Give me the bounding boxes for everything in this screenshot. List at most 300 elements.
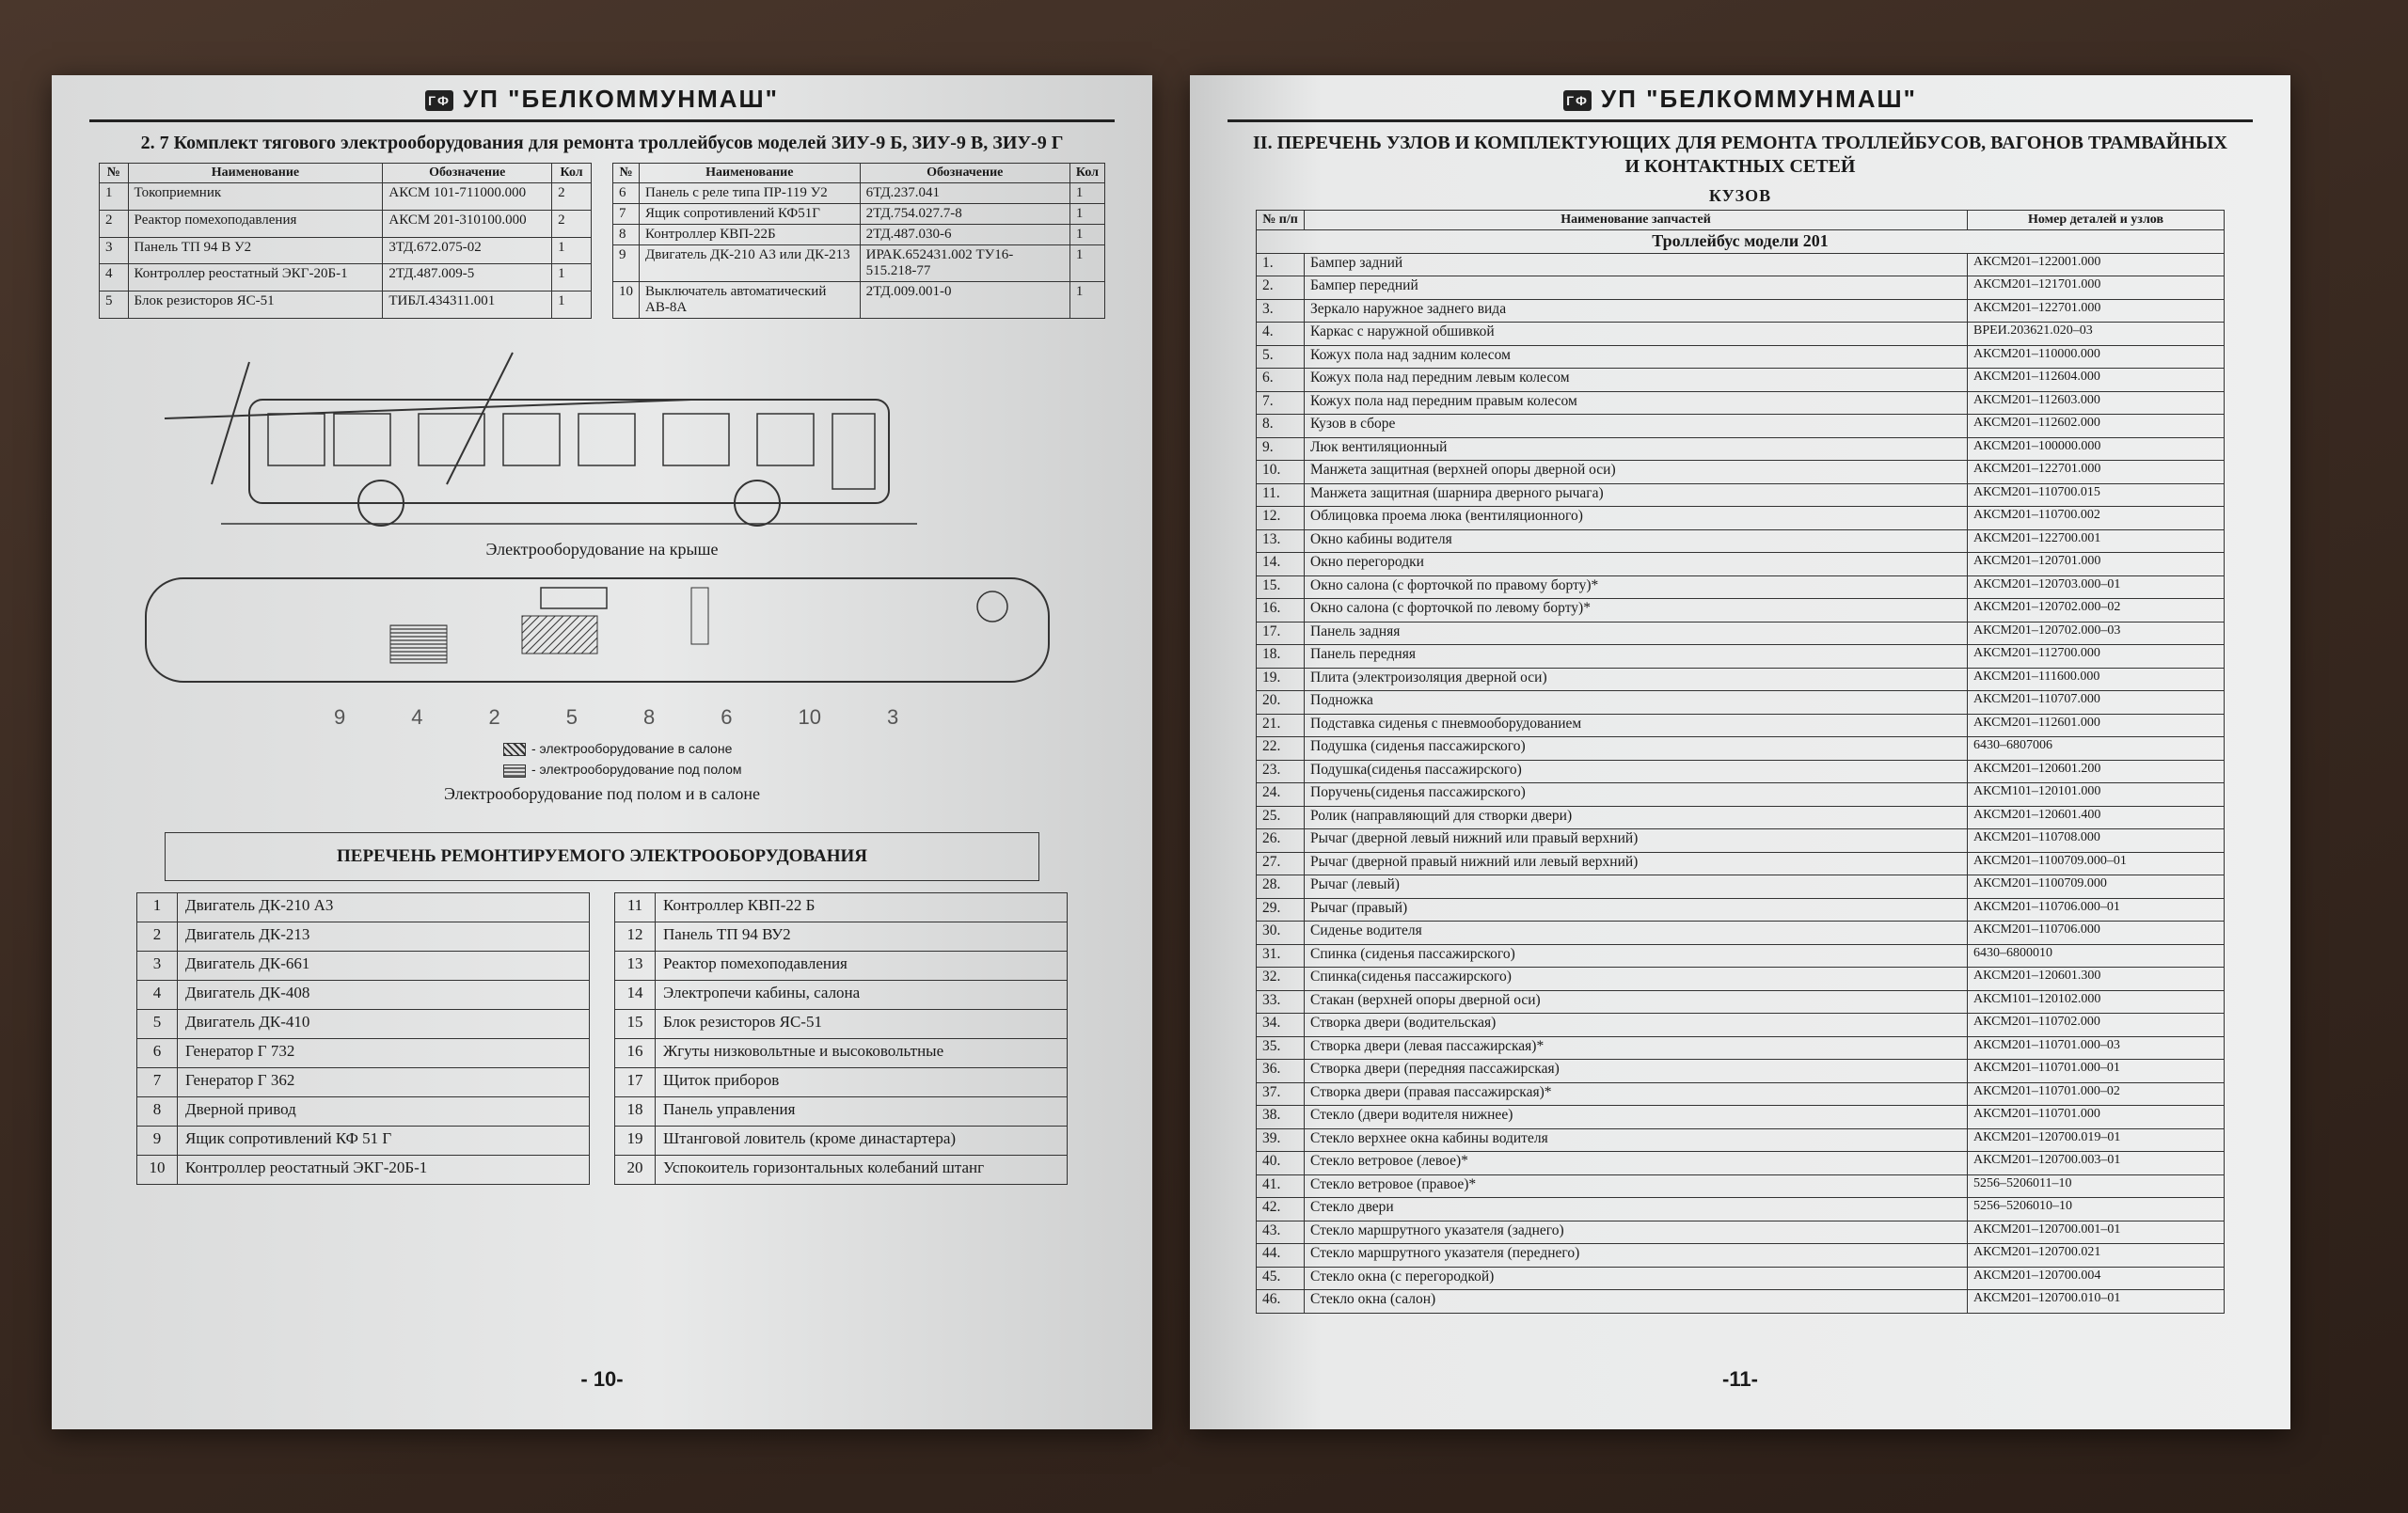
legend-underfloor: - электрооборудование под полом [531, 762, 742, 778]
part-num: 22. [1257, 737, 1305, 761]
table-row [1257, 691, 2225, 715]
part-code: АКСМ201–112700.000 [1968, 645, 2225, 669]
repair-num: 18 [615, 1096, 656, 1126]
plan-number: 9 [334, 705, 346, 729]
legend-interior: - электрооборудование в салоне [531, 741, 733, 756]
part-name: Стакан (верхней опоры дверной оси) [1305, 990, 1968, 1014]
part-code: АКСМ201–110701.000–02 [1968, 1082, 2225, 1106]
table-row [1257, 1082, 2225, 1106]
part-name: Окно перегородки [1305, 553, 1968, 576]
part-code: АКСМ201–120700.021 [1968, 1244, 2225, 1268]
kit-code: АКСМ 201-310100.000 [383, 210, 552, 237]
repair-item: Реактор помехоподавления [656, 951, 1068, 980]
table-row [1257, 507, 2225, 530]
repair-num: 9 [137, 1126, 178, 1155]
part-num: 46. [1257, 1290, 1305, 1314]
repair-row [615, 1096, 1068, 1126]
part-num: 30. [1257, 922, 1305, 945]
table-row [1257, 483, 2225, 507]
part-name: Стекло маршрутного указателя (переднего) [1305, 1244, 1968, 1268]
part-code: АКСМ201–110702.000 [1968, 1014, 2225, 1037]
repair-row [615, 1067, 1068, 1096]
part-name: Кожух пола над передним левым колесом [1305, 369, 1968, 392]
repair-num: 4 [137, 980, 178, 1009]
part-code: АКСМ201–110700.002 [1968, 507, 2225, 530]
kit-code: ИРАК.652431.002 ТУ16-515.218-77 [860, 245, 1069, 282]
col-name: Наименование [640, 164, 861, 183]
part-num: 16. [1257, 599, 1305, 623]
repair-item: Генератор Г 732 [178, 1038, 590, 1067]
kit-table-a [99, 163, 592, 319]
part-name: Панель передняя [1305, 645, 1968, 669]
part-name: Рычаг (левый) [1305, 875, 1968, 899]
table-row [1257, 622, 2225, 645]
table-row [1257, 1267, 2225, 1290]
repair-item: Щиток приборов [656, 1067, 1068, 1096]
table-row [1257, 1244, 2225, 1268]
table-row [1257, 645, 2225, 669]
part-name: Бампер передний [1305, 276, 1968, 300]
part-name: Стекло окна (с перегородкой) [1305, 1267, 1968, 1290]
kit-row [613, 225, 1105, 245]
header-org: УП "БЕЛКОММУНМАШ" [1601, 85, 1917, 113]
kit-name: Токоприемник [128, 183, 383, 211]
repair-row [137, 892, 590, 922]
kit-name: Реактор помехоподавления [128, 210, 383, 237]
col-code: Номер деталей и узлов [1968, 211, 2225, 230]
kit-num: 5 [100, 292, 129, 319]
part-name: Манжета защитная (шарнира дверного рычага) [1305, 483, 1968, 507]
part-num: 7. [1257, 391, 1305, 415]
table-row [1257, 599, 2225, 623]
part-name: Спинка (сиденья пассажирского) [1305, 944, 1968, 968]
table-row [1257, 461, 2225, 484]
kit-name: Блок резисторов ЯС-51 [128, 292, 383, 319]
kit-name: Двигатель ДК-210 А3 или ДК-213 [640, 245, 861, 282]
repair-row [615, 980, 1068, 1009]
part-code: 6430–6800010 [1968, 944, 2225, 968]
repair-row [137, 1096, 590, 1126]
plan-number: 5 [565, 705, 578, 729]
part-code: АКСМ201–110707.000 [1968, 691, 2225, 715]
repair-row [137, 1009, 590, 1038]
part-name: Окно салона (с форточкой по правому борту)* [1305, 575, 1968, 599]
kit-num: 10 [613, 282, 640, 319]
legend [503, 738, 1152, 780]
repair-item: Электропечи кабины, салона [656, 980, 1068, 1009]
part-num: 41. [1257, 1174, 1305, 1198]
part-num: 37. [1257, 1082, 1305, 1106]
repair-item: Двигатель ДК-661 [178, 951, 590, 980]
repair-row [615, 951, 1068, 980]
part-num: 42. [1257, 1198, 1305, 1221]
part-num: 40. [1257, 1152, 1305, 1175]
part-num: 11. [1257, 483, 1305, 507]
part-name: Створка двери (передняя пассажирская) [1305, 1060, 1968, 1083]
part-num: 38. [1257, 1106, 1305, 1129]
kit-code: 2ТД.009.001-0 [860, 282, 1069, 319]
repair-item: Панель управления [656, 1096, 1068, 1126]
section-title: II. ПЕРЕЧЕНЬ УЗЛОВ И КОМПЛЕКТУЮЩИХ ДЛЯ РЕМОНТА ТРОЛЛЕЙБУСОВ, ВАГОНОВ ТРАМВАЙНЫХ И КОНТАКТНЫХ СЕТЕЙ [1253, 133, 2227, 177]
table-row [1257, 1174, 2225, 1198]
repair-num: 19 [615, 1126, 656, 1155]
repair-title: ПЕРЕЧЕНЬ РЕМОНТИРУЕМОГО ЭЛЕКТРООБОРУДОВАНИЯ [165, 832, 1039, 881]
col-name: Наименование [128, 164, 383, 183]
part-code: АКСМ201–121701.000 [1968, 276, 2225, 300]
part-name: Кузов в сборе [1305, 415, 1968, 438]
kit-num: 2 [100, 210, 129, 237]
repair-row [615, 892, 1068, 922]
part-num: 34. [1257, 1014, 1305, 1037]
trolleybus-side-view [108, 343, 1096, 531]
part-code: 5256–5206010–10 [1968, 1198, 2225, 1221]
part-code: 6430–6807006 [1968, 737, 2225, 761]
kit-qty: 1 [552, 292, 592, 319]
part-code: АКСМ201–122001.000 [1968, 253, 2225, 276]
part-name: Бампер задний [1305, 253, 1968, 276]
table-row [1257, 1014, 2225, 1037]
repair-num: 8 [137, 1096, 178, 1126]
part-name: Сиденье водителя [1305, 922, 1968, 945]
table-row [1257, 968, 2225, 991]
repair-item: Двигатель ДК-213 [178, 922, 590, 951]
kit-num: 3 [100, 237, 129, 264]
repair-num: 7 [137, 1067, 178, 1096]
table-row [1257, 299, 2225, 323]
repair-item: Контроллер реостатный ЭКГ-20Б-1 [178, 1155, 590, 1184]
page-header [89, 75, 1115, 122]
repair-row [137, 951, 590, 980]
part-code: АКСМ201–122701.000 [1968, 299, 2225, 323]
part-code: АКСМ201–120700.001–01 [1968, 1221, 2225, 1244]
part-name: Плита (электроизоляция дверной оси) [1305, 668, 1968, 691]
part-num: 10. [1257, 461, 1305, 484]
part-name: Стекло двери [1305, 1198, 1968, 1221]
kit-row [613, 282, 1105, 319]
kit-qty: 1 [552, 237, 592, 264]
repair-row [615, 1038, 1068, 1067]
part-name: Кожух пола над передним правым колесом [1305, 391, 1968, 415]
part-code: АКСМ201–100000.000 [1968, 437, 2225, 461]
org-logo-icon: ГФ [425, 90, 453, 111]
kit-num: 7 [613, 204, 640, 225]
kit-name: Ящик сопротивлений КФ51Г [640, 204, 861, 225]
repair-num: 10 [137, 1155, 178, 1184]
part-num: 32. [1257, 968, 1305, 991]
part-code: АКСМ201–110706.000 [1968, 922, 2225, 945]
part-name: Стекло ветровое (правое)* [1305, 1174, 1968, 1198]
table-row [1257, 944, 2225, 968]
kit-row [100, 264, 592, 292]
section-subtitle: КУЗОВ [1708, 186, 1772, 205]
kit-row [100, 292, 592, 319]
kit-row [613, 183, 1105, 204]
part-code: АКСМ201–120700.003–01 [1968, 1152, 2225, 1175]
part-code: АКСМ201–120703.000–01 [1968, 575, 2225, 599]
kit-name: Панель ТП 94 В У2 [128, 237, 383, 264]
part-num: 23. [1257, 760, 1305, 783]
table-row [1257, 345, 2225, 369]
col-code: Обозначение [860, 164, 1069, 183]
table-row [1257, 1036, 2225, 1060]
part-code: АКСМ201–111600.000 [1968, 668, 2225, 691]
part-num: 13. [1257, 529, 1305, 553]
part-name: Стекло верхнее окна кабины водителя [1305, 1128, 1968, 1152]
repair-row [615, 1126, 1068, 1155]
col-n: № [100, 164, 129, 183]
part-code: 5256–5206011–10 [1968, 1174, 2225, 1198]
kit-name: Контроллер КВП-22Б [640, 225, 861, 245]
part-name: Подставка сиденья с пневмооборудованием [1305, 714, 1968, 737]
plan-number: 6 [721, 705, 733, 729]
part-num: 18. [1257, 645, 1305, 669]
part-name: Ролик (направляющий для створки двери) [1305, 806, 1968, 829]
table-row [1257, 852, 2225, 875]
part-code: АКСМ101–120101.000 [1968, 783, 2225, 807]
part-name: Манжета защитная (верхней опоры дверной оси) [1305, 461, 1968, 484]
part-code: АКСМ201–120702.000–03 [1968, 622, 2225, 645]
table-row [1257, 875, 2225, 899]
repair-num: 11 [615, 892, 656, 922]
table-row [1257, 1221, 2225, 1244]
col-n: № [613, 164, 640, 183]
table-row [1257, 1060, 2225, 1083]
repair-num: 6 [137, 1038, 178, 1067]
part-num: 25. [1257, 806, 1305, 829]
kit-title: 2. 7 Комплект тягового электрооборудования для ремонта троллейбусов моделей ЗИУ-9 Б, ЗИУ-9 В, ЗИУ-9 Г [140, 133, 1064, 153]
repair-item: Панель ТП 94 ВУ2 [656, 922, 1068, 951]
floor-caption: Электрооборудование под полом и в салоне [444, 783, 760, 803]
part-num: 28. [1257, 875, 1305, 899]
repair-item: Жгуты низковольтные и высоковольтные [656, 1038, 1068, 1067]
repair-item: Успокоитель горизонтальных колебаний штанг [656, 1155, 1068, 1184]
kit-name: Выключатель автоматический АВ-8А [640, 282, 861, 319]
repair-item: Ящик сопротивлений КФ 51 Г [178, 1126, 590, 1155]
table-row [1257, 415, 2225, 438]
table-row [1257, 575, 2225, 599]
kit-num: 4 [100, 264, 129, 292]
part-name: Створка двери (водительская) [1305, 1014, 1968, 1037]
table-row [1257, 369, 2225, 392]
part-code: АКСМ201–120700.019–01 [1968, 1128, 2225, 1152]
group-label: Троллейбус модели 201 [1257, 230, 2225, 254]
repair-num: 3 [137, 951, 178, 980]
kit-qty: 2 [552, 210, 592, 237]
part-name: Каркас с наружной обшивкой [1305, 323, 1968, 346]
part-code: АКСМ201–1100709.000 [1968, 875, 2225, 899]
repair-num: 15 [615, 1009, 656, 1038]
table-row [1257, 529, 2225, 553]
kit-tables [99, 163, 1105, 319]
part-name: Рычаг (правый) [1305, 898, 1968, 922]
page-header [1228, 75, 2253, 122]
repair-num: 2 [137, 922, 178, 951]
part-code: АКСМ201–120700.004 [1968, 1267, 2225, 1290]
kit-row [100, 237, 592, 264]
kit-row [613, 245, 1105, 282]
repair-row [615, 1155, 1068, 1184]
part-num: 35. [1257, 1036, 1305, 1060]
part-num: 33. [1257, 990, 1305, 1014]
part-code: АКСМ201–110701.000–03 [1968, 1036, 2225, 1060]
repair-table-a [136, 892, 590, 1185]
part-num: 14. [1257, 553, 1305, 576]
trolleybus-floor-plan [108, 559, 1096, 701]
part-code: АКСМ201–110700.015 [1968, 483, 2225, 507]
table-row [1257, 1198, 2225, 1221]
kit-row [613, 204, 1105, 225]
kit-name: Панель с реле типа ПР-119 У2 [640, 183, 861, 204]
part-num: 12. [1257, 507, 1305, 530]
repair-num: 16 [615, 1038, 656, 1067]
repair-row [137, 922, 590, 951]
part-code: АКСМ201–112603.000 [1968, 391, 2225, 415]
part-code: АКСМ201–110708.000 [1968, 829, 2225, 853]
col-n: № п/п [1257, 211, 1305, 230]
part-num: 45. [1257, 1267, 1305, 1290]
header-org: УП "БЕЛКОММУНМАШ" [463, 85, 779, 113]
table-row [1257, 990, 2225, 1014]
repair-item: Генератор Г 362 [178, 1067, 590, 1096]
legend-swatch-interior [503, 743, 526, 756]
kit-qty: 1 [1069, 204, 1104, 225]
table-row [1257, 714, 2225, 737]
repair-item: Дверной привод [178, 1096, 590, 1126]
kit-num: 8 [613, 225, 640, 245]
part-name: Створка двери (правая пассажирская)* [1305, 1082, 1968, 1106]
part-name: Стекло ветровое (левое)* [1305, 1152, 1968, 1175]
table-row [1257, 253, 2225, 276]
repair-row [137, 1126, 590, 1155]
part-code: АКСМ201–120702.000–02 [1968, 599, 2225, 623]
kit-qty: 1 [1069, 282, 1104, 319]
repair-num: 14 [615, 980, 656, 1009]
table-row [1257, 437, 2225, 461]
table-row [1257, 391, 2225, 415]
part-num: 39. [1257, 1128, 1305, 1152]
part-num: 4. [1257, 323, 1305, 346]
right-page [1190, 75, 2290, 1429]
repair-num: 17 [615, 1067, 656, 1096]
table-row [1257, 783, 2225, 807]
plan-number: 8 [643, 705, 656, 729]
plan-number: 2 [488, 705, 500, 729]
kit-qty: 2 [552, 183, 592, 211]
part-name: Подушка(сиденья пассажирского) [1305, 760, 1968, 783]
repair-item: Штанговой ловитель (кроме династартера) [656, 1126, 1068, 1155]
kit-code: 2ТД.754.027.7-8 [860, 204, 1069, 225]
part-code: АКСМ201–120700.010–01 [1968, 1290, 2225, 1314]
part-num: 3. [1257, 299, 1305, 323]
repair-item: Двигатель ДК-408 [178, 980, 590, 1009]
kit-code: АКСМ 101-711000.000 [383, 183, 552, 211]
kit-row [100, 183, 592, 211]
table-row [1257, 829, 2225, 853]
repair-table-b [614, 892, 1068, 1185]
repair-item: Двигатель ДК-410 [178, 1009, 590, 1038]
left-page [52, 75, 1152, 1429]
kit-code: 3ТД.672.075-02 [383, 237, 552, 264]
plan-number: 10 [798, 705, 821, 729]
part-name: Спинка(сиденья пассажирского) [1305, 968, 1968, 991]
table-row [1257, 553, 2225, 576]
repair-row [137, 1038, 590, 1067]
repair-num: 5 [137, 1009, 178, 1038]
part-name: Подножка [1305, 691, 1968, 715]
table-row [1257, 760, 2225, 783]
plan-number: 3 [886, 705, 899, 729]
table-row [1257, 1152, 2225, 1175]
kit-code: 2ТД.487.030-6 [860, 225, 1069, 245]
part-code: АКСМ201–120601.300 [1968, 968, 2225, 991]
kit-qty: 1 [1069, 183, 1104, 204]
legend-swatch-underfloor [503, 764, 526, 778]
trolleybus-diagram [108, 343, 1096, 738]
kit-num: 1 [100, 183, 129, 211]
table-row [1257, 1290, 2225, 1314]
part-code: АКСМ201–112601.000 [1968, 714, 2225, 737]
part-code: АКСМ201–110706.000–01 [1968, 898, 2225, 922]
table-row [1257, 323, 2225, 346]
part-code: АКСМ201–122700.001 [1968, 529, 2225, 553]
repair-row [615, 922, 1068, 951]
part-num: 29. [1257, 898, 1305, 922]
kit-row [100, 210, 592, 237]
part-num: 1. [1257, 253, 1305, 276]
part-code: АКСМ201–110000.000 [1968, 345, 2225, 369]
table-row [1257, 1106, 2225, 1129]
part-num: 31. [1257, 944, 1305, 968]
table-row [1257, 898, 2225, 922]
part-name: Рычаг (дверной левый нижний или правый верхний) [1305, 829, 1968, 853]
part-name: Рычаг (дверной правый нижний или левый верхний) [1305, 852, 1968, 875]
kit-code: 2ТД.487.009-5 [383, 264, 552, 292]
part-num: 2. [1257, 276, 1305, 300]
col-qty: Кол [552, 164, 592, 183]
col-qty: Кол [1069, 164, 1104, 183]
repair-row [137, 1067, 590, 1096]
part-code: АКСМ201–110701.000 [1968, 1106, 2225, 1129]
part-name: Поручень(сиденья пассажирского) [1305, 783, 1968, 807]
repair-num: 12 [615, 922, 656, 951]
part-code: АКСМ201–110701.000–01 [1968, 1060, 2225, 1083]
kit-table-b [612, 163, 1105, 319]
part-code: АКСМ201–120701.000 [1968, 553, 2225, 576]
part-code: АКСМ101–120102.000 [1968, 990, 2225, 1014]
col-name: Наименование запчастей [1305, 211, 1968, 230]
part-num: 5. [1257, 345, 1305, 369]
part-num: 44. [1257, 1244, 1305, 1268]
repair-num: 20 [615, 1155, 656, 1184]
page-number: - 10- [580, 1367, 624, 1391]
part-num: 36. [1257, 1060, 1305, 1083]
kit-code: ТИБЛ.434311.001 [383, 292, 552, 319]
kit-num: 9 [613, 245, 640, 282]
part-num: 19. [1257, 668, 1305, 691]
part-num: 8. [1257, 415, 1305, 438]
repair-num: 1 [137, 892, 178, 922]
part-name: Стекло (двери водителя нижнее) [1305, 1106, 1968, 1129]
table-row [1257, 806, 2225, 829]
part-code: АКСМ201–122701.000 [1968, 461, 2225, 484]
part-num: 26. [1257, 829, 1305, 853]
kit-name: Контроллер реостатный ЭКГ-20Б-1 [128, 264, 383, 292]
repair-row [615, 1009, 1068, 1038]
page-number: -11- [1722, 1367, 1758, 1391]
repair-num: 13 [615, 951, 656, 980]
part-num: 20. [1257, 691, 1305, 715]
repair-item: Блок резисторов ЯС-51 [656, 1009, 1068, 1038]
